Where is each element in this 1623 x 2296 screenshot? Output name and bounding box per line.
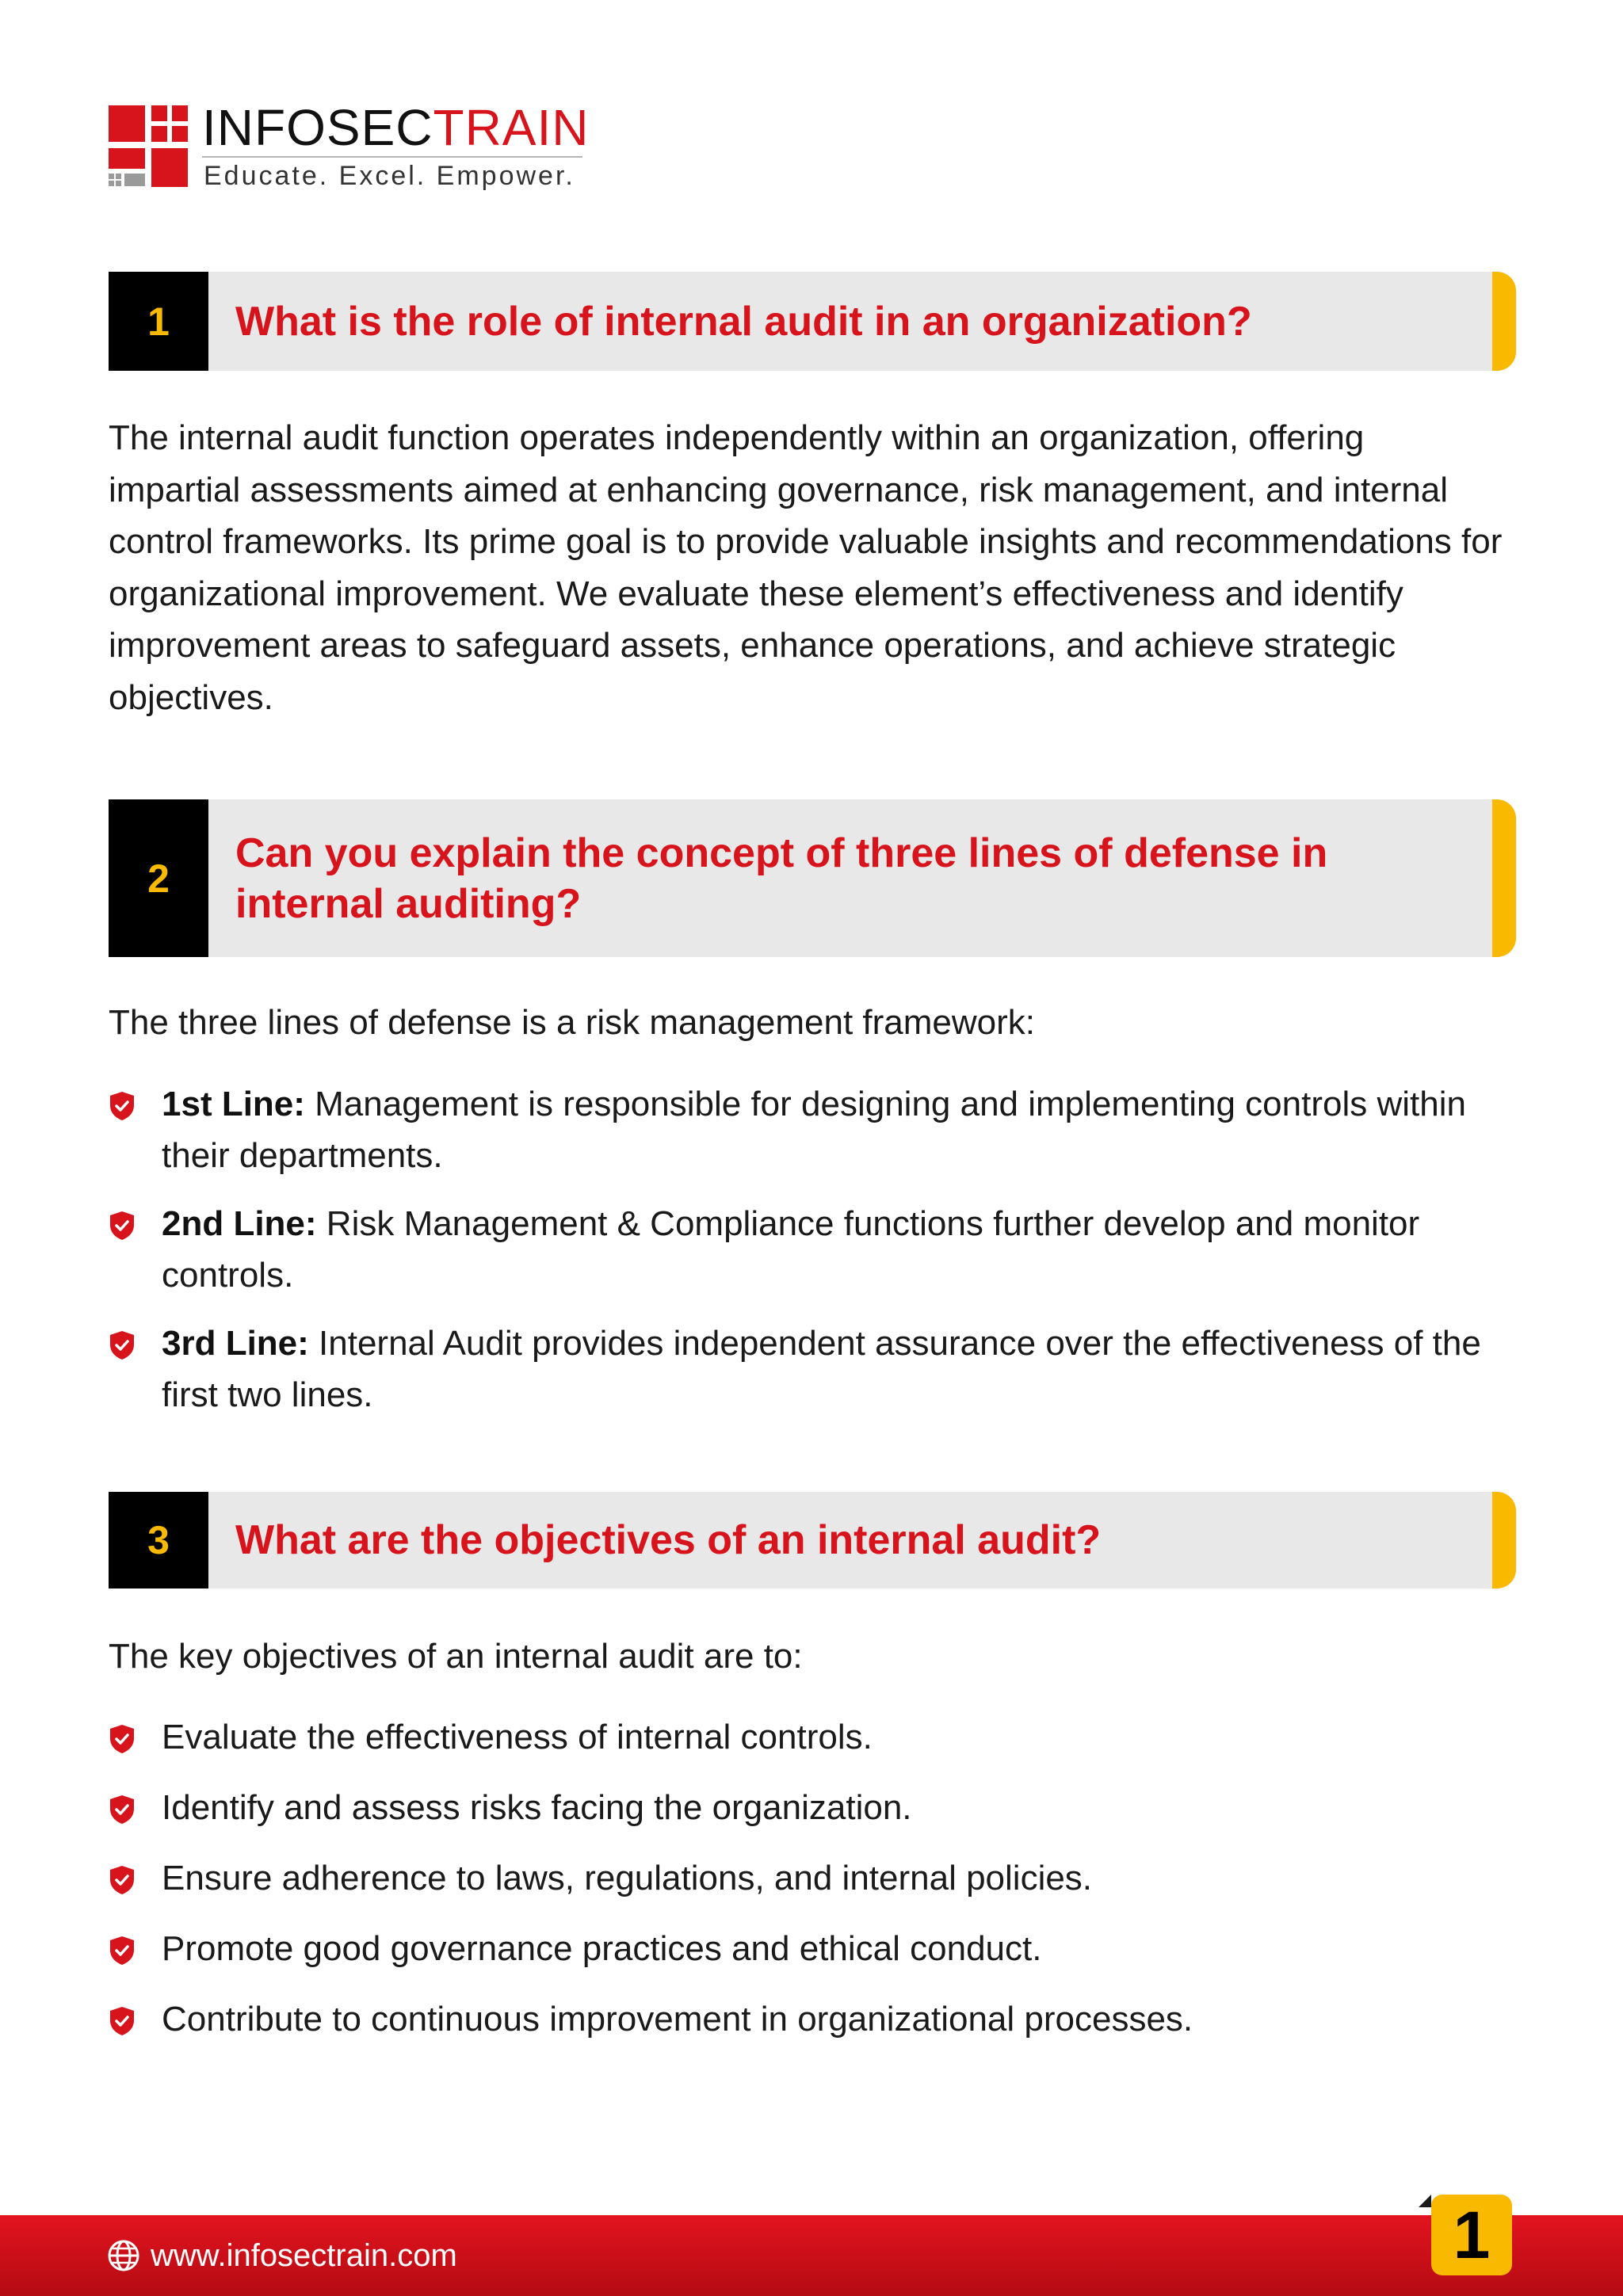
header-accent <box>1492 272 1516 371</box>
item-text: Contribute to continuous improvement in organizational processes. <box>162 2000 1193 2039</box>
item-label: 3rd Line: <box>162 1324 309 1363</box>
item-text: Internal Audit provides independent assurance over the effectiveness of the first two lines. <box>162 1324 1481 1414</box>
item-text: Management is responsible for designing and implementing controls within their departments. <box>162 1085 1466 1175</box>
item-text: Evaluate the effectiveness of internal controls. <box>162 1718 873 1756</box>
item-label: 2nd Line: <box>162 1204 317 1243</box>
question-header-3 <box>109 1492 1516 1589</box>
list-item <box>109 1993 1503 2045</box>
objectives-list <box>109 1711 1503 2064</box>
header-accent <box>1492 1492 1516 1589</box>
list-item <box>109 1198 1503 1301</box>
list-item <box>109 1782 1503 1833</box>
shield-check-icon <box>109 1330 136 1360</box>
question-title: What is the role of internal audit in an organization? <box>235 298 1252 345</box>
item-text: Identify and assess risks facing the organization. <box>162 1788 912 1827</box>
logo-divider <box>202 156 582 158</box>
list-item <box>109 1078 1503 1181</box>
brand-tagline: Educate. Excel. Empower. <box>204 161 575 191</box>
question-number: 3 <box>109 1492 208 1589</box>
shield-check-icon <box>109 1794 136 1825</box>
item-text: Promote good governance practices and ethical conduct. <box>162 1929 1042 1968</box>
list-item <box>109 1923 1503 1974</box>
question-title: Can you explain the concept of three lines of defense in internal auditing? <box>235 830 1328 927</box>
globe-icon <box>107 2239 140 2272</box>
question-header-2 <box>109 799 1516 957</box>
answer-paragraph-1: The internal audit function operates independently within an organization, offering impartial assessments aimed at enhancing governance, risk management, and internal control frameworks. Its prime goal is to provide valuable insights and recommendations for organizational improvement. We evaluate these element’s effectiveness and identify improvement areas to safeguard assets, enhance operations, and achieve strategic objectives. <box>109 418 1503 717</box>
shield-check-icon <box>109 1865 136 1895</box>
list-item <box>109 1711 1503 1763</box>
question-title: What are the objectives of an internal audit? <box>235 1517 1102 1563</box>
brand-logo <box>109 99 590 193</box>
answer-intro-2: The three lines of defense is a risk management framework: <box>109 1003 1035 1042</box>
defense-lines-list <box>109 1078 1503 1437</box>
item-text: Ensure adherence to laws, regulations, and internal policies. <box>162 1859 1093 1897</box>
item-text: Risk Management & Compliance functions further develop and monitor controls. <box>162 1204 1420 1295</box>
header-accent <box>1492 799 1516 957</box>
question-number: 1 <box>109 272 208 371</box>
website-link[interactable]: www.infosectrain.com <box>151 2238 457 2273</box>
brand-name: INFOSECTRAIN <box>202 99 590 156</box>
badge-fold <box>1419 2195 1431 2207</box>
footer-bar <box>0 2215 1623 2296</box>
shield-check-icon <box>109 1724 136 1754</box>
shield-check-icon <box>109 2006 136 2036</box>
shield-check-icon <box>109 1211 136 1241</box>
list-item <box>109 1318 1503 1421</box>
page-number-badge: 1 <box>1431 2195 1512 2275</box>
shield-check-icon <box>109 1091 136 1121</box>
list-item <box>109 1852 1503 1904</box>
answer-intro-3: The key objectives of an internal audit are to: <box>109 1637 803 1676</box>
shield-check-icon <box>109 1936 136 1966</box>
item-label: 1st Line: <box>162 1085 305 1123</box>
question-number: 2 <box>109 799 208 957</box>
logo-mark-icon <box>109 105 188 187</box>
question-header-1 <box>109 272 1516 371</box>
